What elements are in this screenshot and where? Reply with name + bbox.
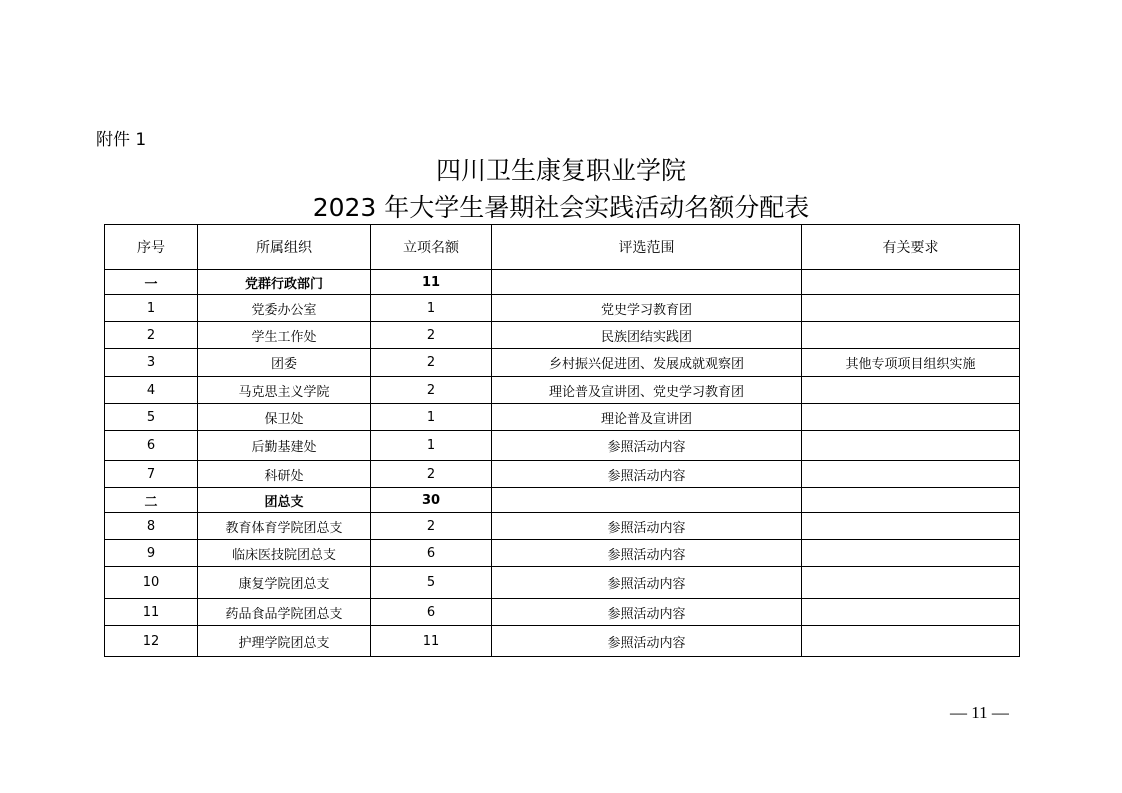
cell-org: 团委 — [198, 349, 371, 377]
cell-quota: 2 — [371, 377, 492, 404]
cell-seq: 6 — [105, 431, 198, 461]
cell-seq: 10 — [105, 567, 198, 599]
cell-seq: 8 — [105, 513, 198, 540]
cell-org: 临床医技院团总支 — [198, 540, 371, 567]
cell-scope: 参照活动内容 — [492, 599, 802, 626]
cell-quota: 1 — [371, 431, 492, 461]
cell-org: 马克思主义学院 — [198, 377, 371, 404]
cell-requirements — [802, 377, 1020, 404]
cell-requirements: 其他专项项目组织实施 — [802, 349, 1020, 377]
cell-scope: 党史学习教育团 — [492, 295, 802, 322]
cell-quota: 11 — [371, 626, 492, 657]
cell-requirements — [802, 626, 1020, 657]
table-row — [105, 404, 1020, 431]
table-row — [105, 295, 1020, 322]
header-quota: 立项名额 — [371, 225, 492, 270]
cell-scope: 民族团结实践团 — [492, 322, 802, 349]
attachment-label: 附件 1 — [96, 130, 147, 150]
cell-seq: 7 — [105, 461, 198, 488]
cell-seq: 3 — [105, 349, 198, 377]
cell-seq: 4 — [105, 377, 198, 404]
cell-seq: 一 — [105, 270, 198, 295]
cell-org: 团总支 — [198, 488, 371, 513]
table-row — [105, 567, 1020, 599]
cell-seq: 1 — [105, 295, 198, 322]
table-row — [105, 461, 1020, 488]
cell-scope: 参照活动内容 — [492, 461, 802, 488]
cell-scope: 参照活动内容 — [492, 626, 802, 657]
cell-requirements — [802, 404, 1020, 431]
cell-scope: 乡村振兴促进团、发展成就观察团 — [492, 349, 802, 377]
cell-org: 护理学院团总支 — [198, 626, 371, 657]
cell-quota: 2 — [371, 322, 492, 349]
cell-seq: 5 — [105, 404, 198, 431]
cell-org: 康复学院团总支 — [198, 567, 371, 599]
cell-quota: 6 — [371, 540, 492, 567]
cell-scope: 参照活动内容 — [492, 431, 802, 461]
cell-quota: 30 — [371, 488, 492, 513]
cell-scope — [492, 488, 802, 513]
cell-quota: 1 — [371, 295, 492, 322]
cell-requirements — [802, 513, 1020, 540]
cell-org: 药品食品学院团总支 — [198, 599, 371, 626]
cell-org: 教育体育学院团总支 — [198, 513, 371, 540]
quota-allocation-table — [104, 224, 1020, 657]
cell-quota: 2 — [371, 461, 492, 488]
cell-org: 学生工作处 — [198, 322, 371, 349]
table-row — [105, 349, 1020, 377]
cell-seq: 9 — [105, 540, 198, 567]
cell-org: 保卫处 — [198, 404, 371, 431]
document-title: 四川卫生康复职业学院 — [435, 156, 686, 185]
cell-quota: 6 — [371, 599, 492, 626]
cell-quota: 1 — [371, 404, 492, 431]
cell-scope: 参照活动内容 — [492, 567, 802, 599]
table-row — [105, 377, 1020, 404]
cell-org: 科研处 — [198, 461, 371, 488]
header-seq: 序号 — [105, 225, 198, 270]
cell-quota: 5 — [371, 567, 492, 599]
table-row — [105, 513, 1020, 540]
table-row — [105, 599, 1020, 626]
table-row — [105, 431, 1020, 461]
cell-scope: 理论普及宣讲团 — [492, 404, 802, 431]
document-subtitle: 2023 年大学生暑期社会实践活动名额分配表 — [312, 193, 810, 222]
cell-scope — [492, 270, 802, 295]
cell-quota: 2 — [371, 349, 492, 377]
cell-requirements — [802, 599, 1020, 626]
cell-scope: 理论普及宣讲团、党史学习教育团 — [492, 377, 802, 404]
cell-requirements — [802, 540, 1020, 567]
cell-requirements — [802, 461, 1020, 488]
cell-seq: 2 — [105, 322, 198, 349]
cell-scope: 参照活动内容 — [492, 513, 802, 540]
cell-seq: 12 — [105, 626, 198, 657]
table-section-row — [105, 270, 1020, 295]
cell-org: 后勤基建处 — [198, 431, 371, 461]
cell-quota: 11 — [371, 270, 492, 295]
header-org: 所属组织 — [198, 225, 371, 270]
cell-requirements — [802, 322, 1020, 349]
header-requirements: 有关要求 — [802, 225, 1020, 270]
cell-requirements — [802, 295, 1020, 322]
cell-quota: 2 — [371, 513, 492, 540]
table-row — [105, 540, 1020, 567]
cell-requirements — [802, 567, 1020, 599]
cell-requirements — [802, 488, 1020, 513]
header-scope: 评选范围 — [492, 225, 802, 270]
table-row — [105, 626, 1020, 657]
page-number: — 11 — — [950, 703, 1009, 722]
cell-requirements — [802, 270, 1020, 295]
cell-requirements — [802, 431, 1020, 461]
cell-scope: 参照活动内容 — [492, 540, 802, 567]
table-section-row — [105, 488, 1020, 513]
table-row — [105, 322, 1020, 349]
cell-org: 党群行政部门 — [198, 270, 371, 295]
cell-seq: 二 — [105, 488, 198, 513]
cell-org: 党委办公室 — [198, 295, 371, 322]
table-header-row — [105, 225, 1020, 270]
cell-seq: 11 — [105, 599, 198, 626]
